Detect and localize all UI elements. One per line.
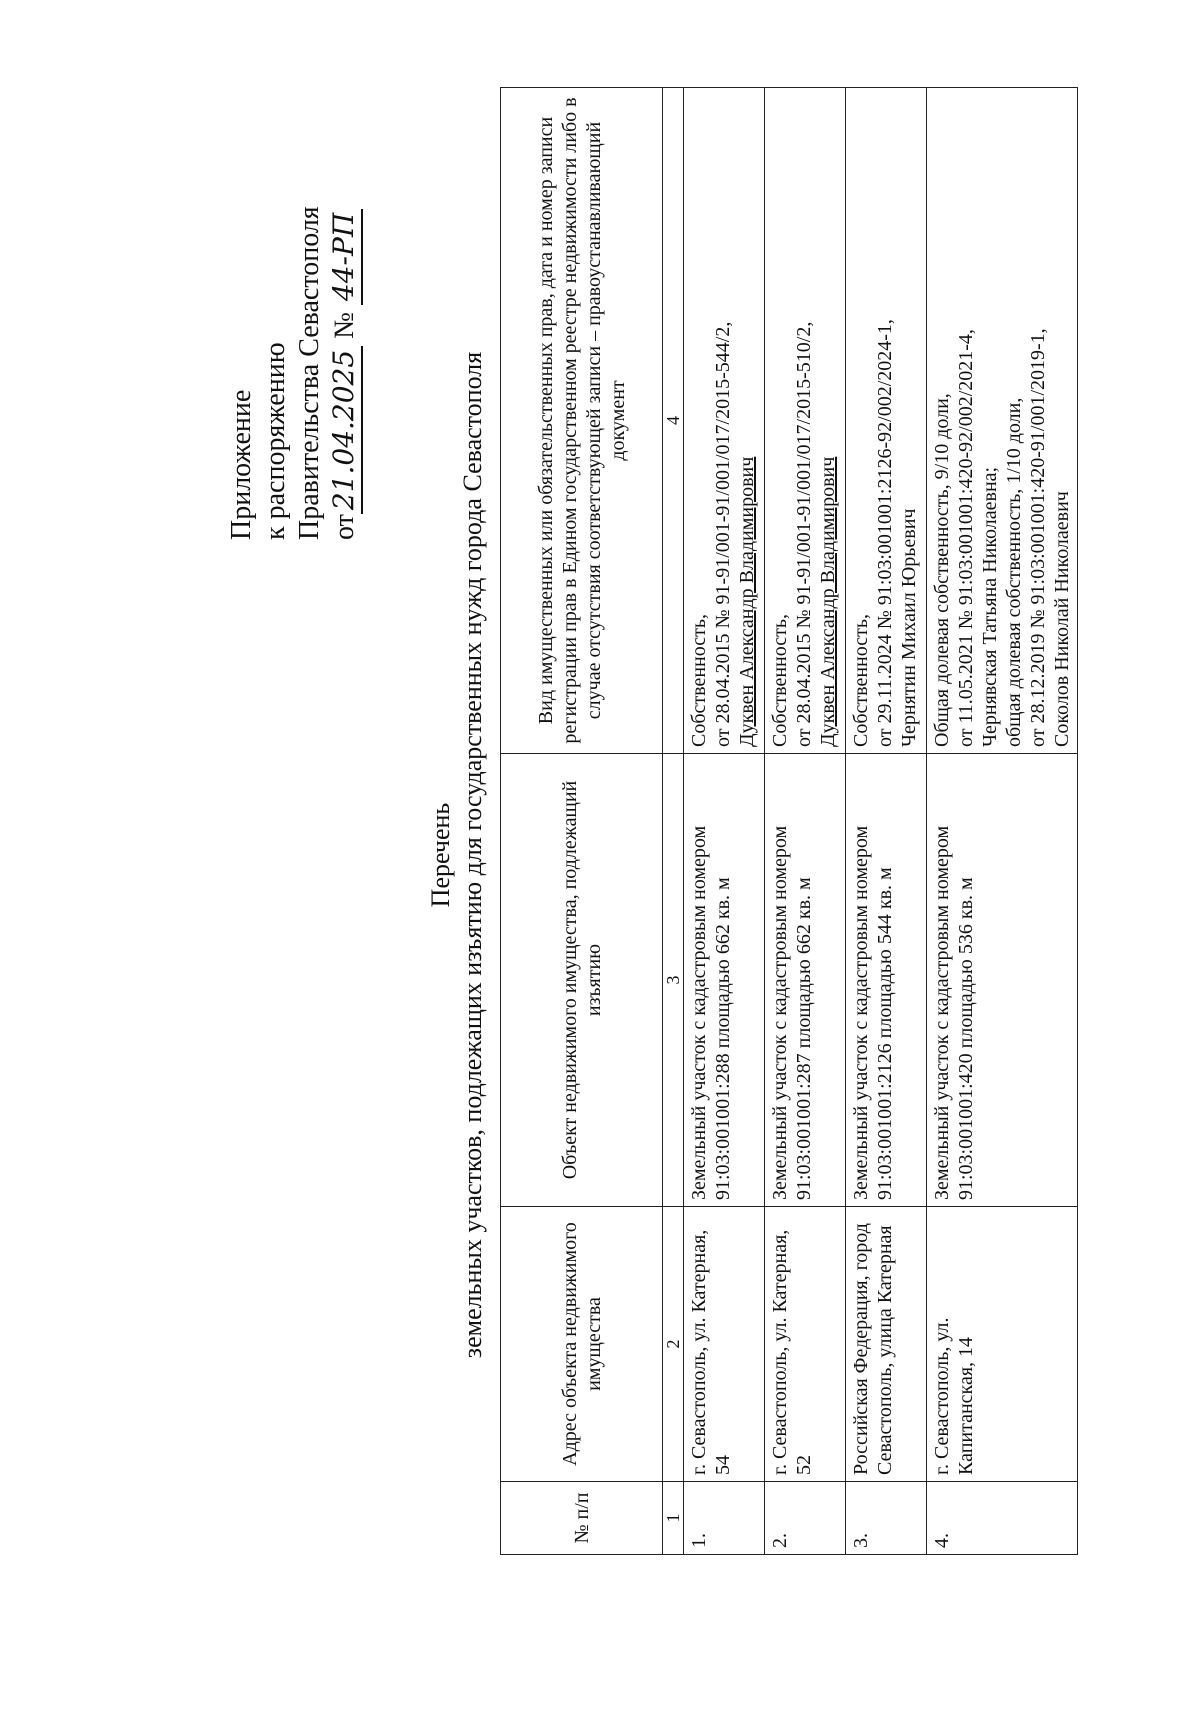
document-page bbox=[60, 60, 1073, 1650]
appendix-header bbox=[225, 206, 363, 540]
row-address: г. Севастополь, ул. Капитанская, 14 bbox=[927, 1207, 1078, 1482]
column-number: 4 bbox=[663, 88, 684, 754]
rights-holder: Чернявская Татьяна Николаевна; bbox=[979, 466, 1001, 747]
table-row bbox=[927, 88, 1078, 1555]
land-plots-table bbox=[500, 87, 1078, 1555]
table-row bbox=[846, 88, 927, 1555]
row-rights bbox=[846, 88, 927, 754]
column-number: 2 bbox=[663, 1207, 684, 1482]
rights-line: от 28.04.2015 № 91-91/001-91/001/017/2015-510/2, bbox=[793, 321, 815, 747]
rights-holder: Дуквен Александр Владимирович bbox=[736, 456, 758, 747]
number-prefix: № bbox=[329, 312, 360, 339]
column-number: 3 bbox=[663, 754, 684, 1207]
rights-line: от 28.04.2015 № 91-91/001-91/001/017/2015-544/2, bbox=[712, 321, 734, 747]
rights-line: от 29.11.2024 № 91:03:001001:2126-92/002/2024-1, bbox=[874, 319, 896, 747]
document-title bbox=[425, 60, 489, 1650]
date-prefix: от bbox=[329, 514, 360, 540]
rights-line: от 28.12.2019 № 91:03:001001:420-91/001/2019-1, bbox=[1027, 328, 1049, 747]
row-rights bbox=[927, 88, 1078, 754]
title-line-1: Перечень bbox=[426, 802, 455, 908]
row-number: 3. bbox=[846, 1482, 927, 1555]
handwritten-date: 21.04.2025 bbox=[327, 346, 363, 514]
rights-line: Общая долевая собственность, 9/10 доли, bbox=[931, 393, 953, 747]
row-address: г. Севастополь, ул. Катерная, 54 bbox=[684, 1207, 765, 1482]
column-number-row bbox=[663, 88, 684, 1555]
rights-holder: Дуквен Александр Владимирович bbox=[817, 456, 839, 747]
row-object: Земельный участок с кадастровым номером 91:03:001001:2126 площадью 544 кв. м bbox=[846, 754, 927, 1207]
appendix-line-2: к распоряжению bbox=[260, 342, 291, 540]
row-object: Земельный участок с кадастровым номером 91:03:001001:287 площадью 662 кв. м bbox=[765, 754, 846, 1207]
appendix-line-3: Правительства Севастополя bbox=[294, 206, 325, 540]
row-address: г. Севастополь, ул. Катерная, 52 bbox=[765, 1207, 846, 1482]
rights-line: Собственность, bbox=[688, 614, 710, 747]
rights-line: Собственность, bbox=[850, 614, 872, 747]
header-rights: Вид имущественных или обязательственных прав, дата и номер записи регистрации прав в Едином государственном реестре недвижимости либо в случае отсутствия соответствующей записи – правоустанавливающий документ bbox=[501, 88, 663, 754]
title-line-2: земельных участков, подлежащих изъятию для государственных нужд города Севастополя bbox=[458, 351, 487, 1359]
rights-holder: Чернятин Михаил Юрьевич bbox=[898, 508, 920, 747]
rights-line: общая долевая собственность, 1/10 доли, bbox=[1003, 397, 1025, 747]
row-object: Земельный участок с кадастровым номером 91:03:001001:288 площадью 662 кв. м bbox=[684, 754, 765, 1207]
appendix-date-line bbox=[327, 206, 363, 540]
rights-holder: Соколов Николай Николаевич bbox=[1051, 491, 1073, 747]
appendix-line-1: Приложение bbox=[226, 389, 257, 540]
row-number: 4. bbox=[927, 1482, 1078, 1555]
header-address: Адрес объекта недвижимого имущества bbox=[501, 1207, 663, 1482]
table-row bbox=[684, 88, 765, 1555]
table-row bbox=[765, 88, 846, 1555]
rights-line: от 11.05.2021 № 91:03:001001:420-92/002/2021-4, bbox=[955, 329, 977, 747]
row-number: 1. bbox=[684, 1482, 765, 1555]
header-object: Объект недвижимого имущества, подлежащий изъятию bbox=[501, 754, 663, 1207]
row-number: 2. bbox=[765, 1482, 846, 1555]
row-rights bbox=[684, 88, 765, 754]
handwritten-number: 44-РП bbox=[327, 209, 363, 305]
row-address: Российская Федерация, город Севастополь, улица Катерная bbox=[846, 1207, 927, 1482]
column-number: 1 bbox=[663, 1482, 684, 1555]
rights-line: Собственность, bbox=[769, 614, 791, 747]
row-object: Земельный участок с кадастровым номером 91:03:001001:420 площадью 536 кв. м bbox=[927, 754, 1078, 1207]
header-number: № п/п bbox=[501, 1482, 663, 1555]
table-header-row bbox=[501, 88, 663, 1555]
row-rights bbox=[765, 88, 846, 754]
